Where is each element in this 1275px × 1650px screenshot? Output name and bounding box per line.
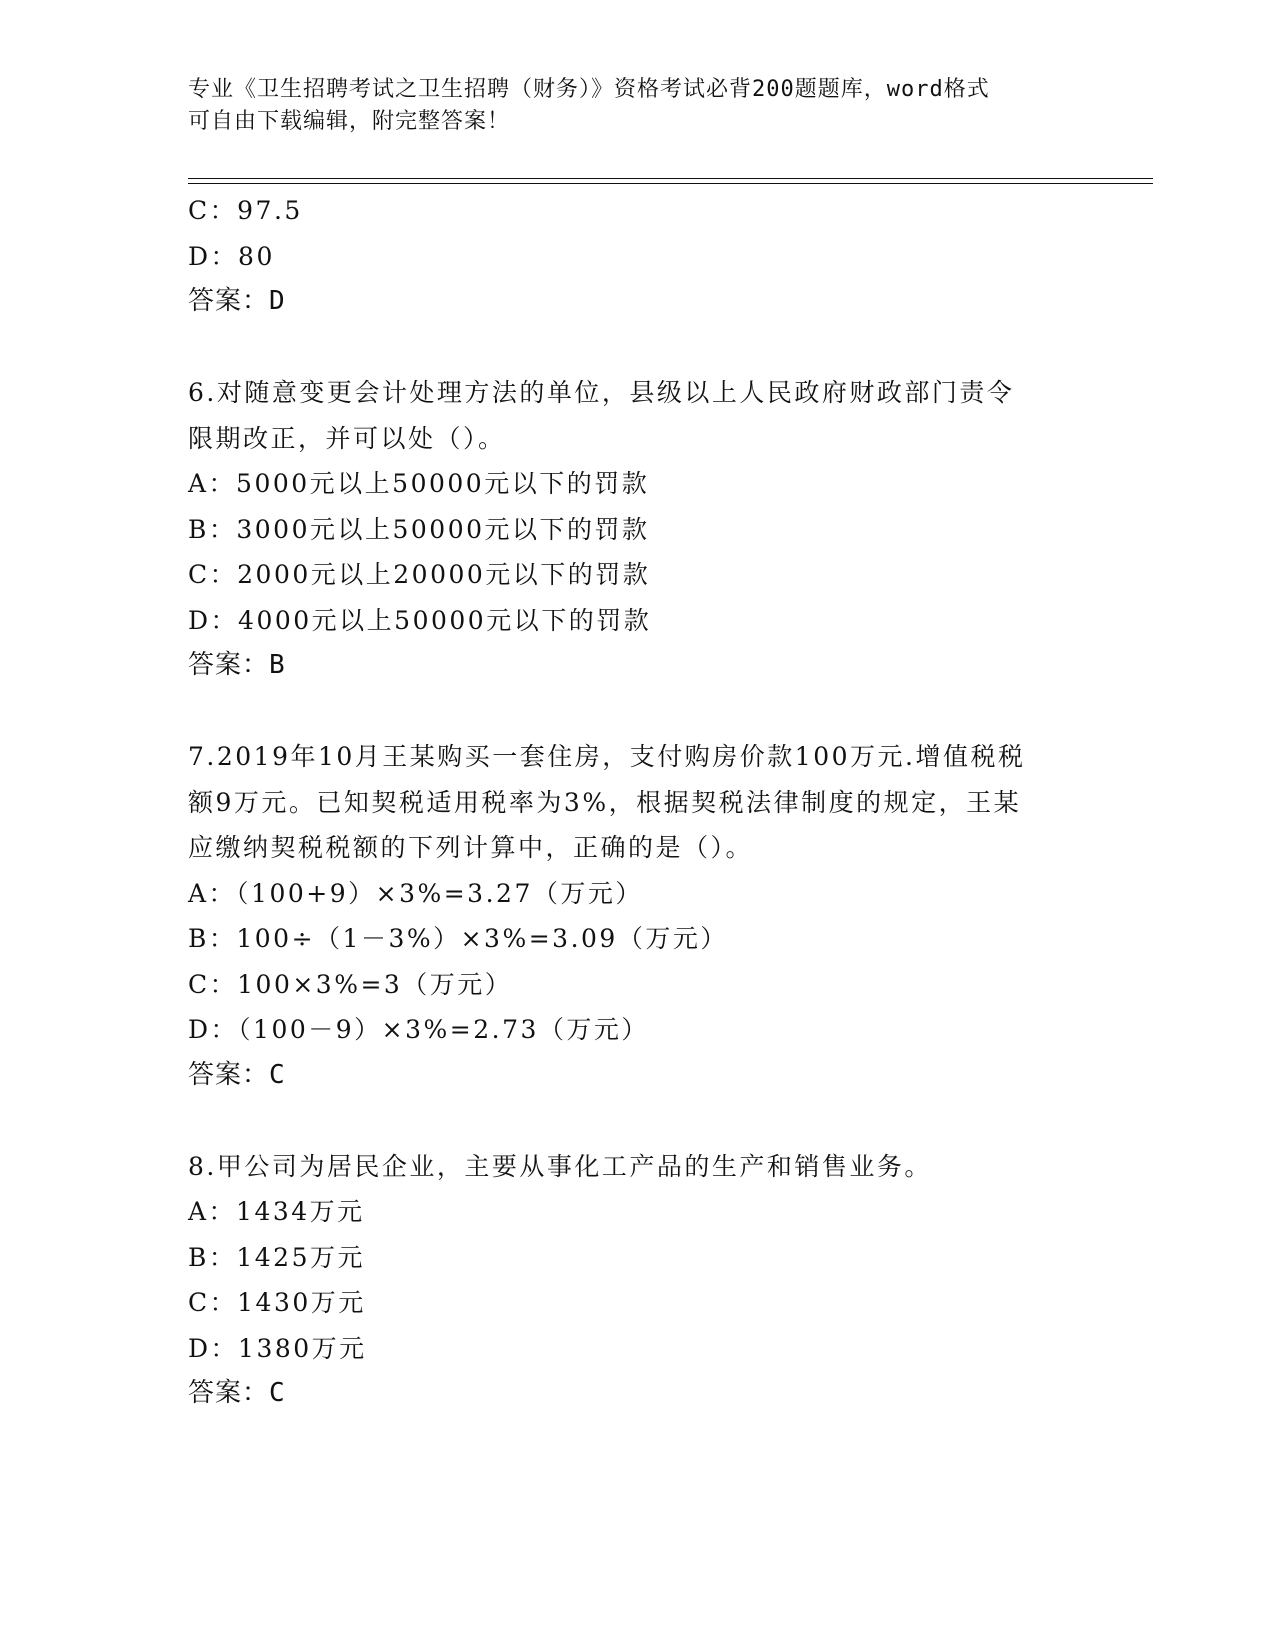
spacer: [188, 1098, 1088, 1144]
q7-option-d: D：（100－9）×3%=2.73（万元）: [188, 1015, 649, 1044]
spacer: [188, 325, 1088, 371]
question-8: [188, 1144, 1088, 1417]
q7-stem-line-1: 7.2019年10月王某购买一套住房，支付购房价款100万元.增值税税: [188, 742, 1026, 771]
q5-answer: 答案：D: [188, 286, 286, 316]
q6-stem-line-1: 6.对随意变更会计处理方法的单位，县级以上人民政府财政部门责令: [188, 378, 1015, 407]
q6-option-c: C：2000元以上20000元以下的罚款: [188, 560, 651, 589]
q8-stem-line-1: 8.甲公司为居民企业，主要从事化工产品的生产和销售业务。: [188, 1151, 932, 1181]
q6-answer: 答案：B: [188, 650, 286, 680]
question-5-tail: [188, 188, 1088, 325]
header-divider-top: [188, 178, 1153, 179]
header-line-1: 专业《卫生招聘考试之卫生招聘（财务）》资格考试必背200题题库，word格式: [188, 77, 990, 102]
q6-option-d: D：4000元以上50000元以下的罚款: [188, 605, 652, 635]
question-7: [188, 734, 1088, 1098]
q7-answer: 答案：C: [188, 1059, 286, 1090]
q7-option-a: A：（100+9）×3%=3.27（万元）: [188, 878, 643, 908]
q7-option-b: B：100÷（1－3%）×3%=3.09（万元）: [188, 924, 728, 953]
spacer: [188, 689, 1088, 735]
q6-option-a: A：5000元以上50000元以下的罚款: [188, 469, 650, 498]
q6-stem-line-2: 限期改正，并可以处（）。: [188, 423, 506, 453]
q8-answer: 答案：C: [188, 1378, 286, 1408]
q8-option-d: D：1380万元: [188, 1333, 367, 1363]
header-line-2: 可自由下载编辑，附完整答案！: [188, 109, 511, 134]
q8-option-a: A：1434万元: [188, 1197, 365, 1226]
q7-option-c: C：100×3%=3（万元）: [188, 969, 513, 999]
q7-stem-line-2: 额9万元。已知契税适用税率为3%，根据契税法律制度的规定，王某: [188, 787, 1022, 817]
q8-option-b: B：1425万元: [188, 1242, 365, 1272]
question-content: [188, 188, 1088, 1417]
header-divider-bottom: [188, 183, 1153, 184]
q5-option-c: C：97.5: [188, 196, 303, 225]
question-6: [188, 370, 1088, 689]
q8-option-c: C：1430万元: [188, 1288, 366, 1317]
q7-stem-line-3: 应缴纳契税税额的下列计算中，正确的是（）。: [188, 833, 754, 862]
q6-option-b: B：3000元以上50000元以下的罚款: [188, 514, 650, 544]
q5-option-d: D：80: [188, 241, 275, 271]
document-header: [188, 74, 1088, 138]
